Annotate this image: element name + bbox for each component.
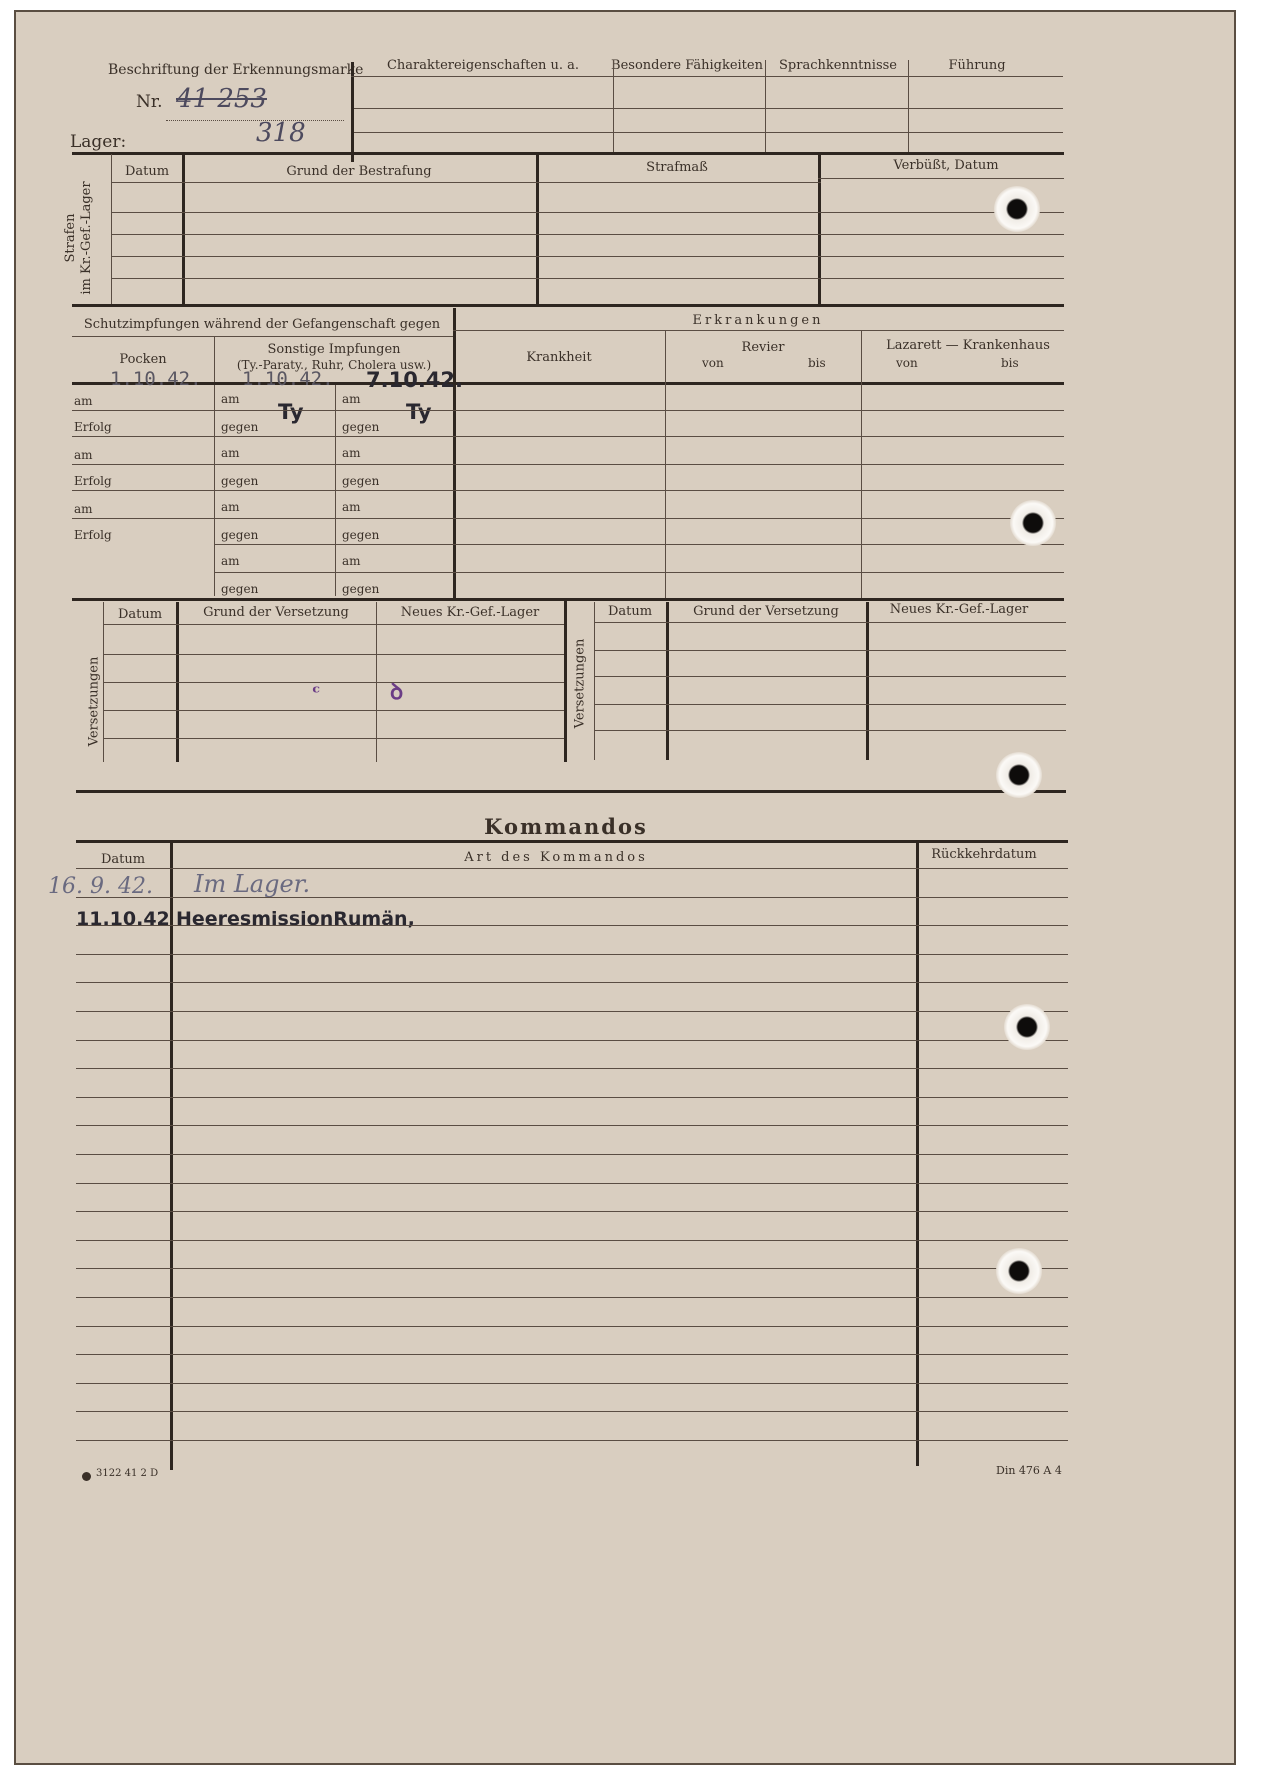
impf-row-line [72,464,454,465]
impf-right-line [453,308,456,598]
erkr-row-line [453,518,1064,519]
komm-row-line [76,1354,1068,1355]
nr-label: Nr. [136,92,163,112]
impf-col-line [214,336,215,596]
header-divider [351,62,354,162]
impf-row-line [72,410,454,411]
komm-row-line [76,1040,1068,1041]
strafen-col-line [111,154,112,304]
col-charakter: Charaktereigenschaften u. a. [386,58,580,73]
vers-header-line [103,624,564,625]
komm-row-line [76,982,1068,983]
erkr-lazarett-bis: bis [1001,356,1019,370]
impf-pocken: Pocken [119,352,167,367]
komm-row-line [76,1011,1068,1012]
komm-row-line [76,1125,1068,1126]
vers-bottom-line [76,790,1066,793]
strafen-side-label: Strafen im Kr.-Gef.-Lager [63,181,94,295]
punch-hole [1004,1004,1050,1050]
label-am: am [221,500,240,514]
label-am: am [342,392,361,406]
vers-col-datum-2: Datum [607,604,653,619]
komm-entry-1-datum: 16. 9. 42. [48,874,153,899]
punch-hole [1010,500,1056,546]
impf-row-line [214,572,454,573]
label-am: am [74,502,93,516]
din-label: Din 476 A 4 [996,1464,1062,1477]
erkr-revier-von: von [702,356,724,370]
komm-row-line [76,1240,1068,1241]
header-row-line [354,132,1063,133]
erkr-lazarett-von: von [896,356,918,370]
komm-row-line [76,1411,1068,1412]
vers-col-lager-1: Neues Kr.-Gef.-Lager [400,605,540,620]
typed-sonstige-1: 1.10.42. [242,368,334,390]
komm-row-line [76,897,1068,898]
label-am: am [221,554,240,568]
impf-row-line [72,490,454,491]
label-erfolg: Erfolg [74,420,112,434]
header-col-line [765,60,766,152]
impf-header-line [72,382,1064,385]
impf-title-line [72,336,454,337]
print-code: 3122 41 2 D [96,1468,159,1479]
stamp-ty-2: Ty [406,400,432,424]
label-gegen: gegen [221,474,259,488]
vers-col-grund-2: Grund der Versetzung [693,604,839,619]
vers-col-line [594,602,595,760]
impf-sonstige: Sonstige Impfungen [267,342,401,357]
strafen-col-line [818,154,821,304]
header-row-line [354,108,1063,109]
komm-row-line [76,925,1068,926]
vers-side-label-2: Versetzungen [572,638,588,729]
komm-entry-2-art: HeeresmissionRumän, [176,908,415,930]
print-mark-icon [82,1472,91,1481]
komm-row-line [76,1183,1068,1184]
col-fuehrung: Führung [948,58,1006,73]
impf-row-line [214,544,454,545]
vers-header-line [594,622,1066,623]
ink-mark: ꝺ [390,679,404,705]
label-am: am [74,448,93,462]
komm-row-line [76,954,1068,955]
label-am: am [342,500,361,514]
komm-row-line [76,868,1068,869]
komm-row-line [76,1097,1068,1098]
header-col-line [908,60,909,152]
label-gegen: gegen [342,528,380,542]
vers-row-line [103,710,564,711]
header-bottom-line [72,152,1064,155]
label-am: am [221,392,240,406]
strafen-col-datum: Datum [124,164,170,179]
strafen-col-grund: Grund der Bestrafung [286,164,432,179]
header-col-line [613,60,614,152]
impf-sonstige-sub: (Ty.-Paraty., Ruhr, Cholera usw.) [236,358,432,372]
komm-col-line [170,840,173,1470]
vers-row-line [594,676,1066,677]
komm-row-line [76,1268,1068,1269]
vers-col-lager-2: Neues Kr.-Gef.-Lager [889,602,1029,617]
strafen-col-verbuesst: Verbüßt, Datum [893,158,999,173]
label-erfolg: Erfolg [74,528,112,542]
vers-col-datum-1: Datum [117,607,163,622]
ink-mark: ᶜ [312,680,321,704]
punch-hole [996,1248,1042,1294]
label-gegen: gegen [221,420,259,434]
lager-value: 318 [256,118,306,148]
strafen-col-line [536,154,539,304]
strafen-row-line [111,212,1064,213]
nr-line [166,120,344,121]
kommandos-top-line [76,840,1068,843]
strafen-header-line [111,182,821,183]
komm-row-line [76,1068,1068,1069]
punch-hole [996,752,1042,798]
header-top-line [351,76,1063,77]
strafen-header-line [818,178,1064,179]
strafen-row-line [111,234,1064,235]
komm-row-line [76,1154,1068,1155]
komm-col-datum: Datum [100,852,146,867]
label-gegen: gegen [221,582,259,596]
komm-col-rueckkehr: Rückkehrdatum [931,847,1037,862]
strafen-row-line [111,278,1064,279]
vers-row-line [103,738,564,739]
erkr-row-line [453,572,1064,573]
erkr-row-line [453,544,1064,545]
komm-col-line [916,840,919,1466]
erkr-row-line [453,464,1064,465]
vers-row-line [594,704,1066,705]
label-erfolg: Erfolg [74,474,112,488]
komm-row-line [76,1326,1068,1327]
erkr-title-line [453,330,1064,331]
komm-row-line [76,1383,1068,1384]
vers-row-line [594,730,1066,731]
erkr-row-line [453,490,1064,491]
vers-row-line [103,682,564,683]
vers-col-line [866,602,869,760]
komm-entry-1-art: Im Lager. [194,870,311,898]
erkr-bottom-line [72,598,1064,601]
strafen-col-line [182,154,185,304]
impf-row-line [72,518,454,519]
lager-label: Lager: [70,132,127,152]
komm-entry-2-datum: 11.10.42 [76,908,170,930]
vers-row-line [103,654,564,655]
label-gegen: gegen [342,474,380,488]
col-faehigkeiten: Besondere Fähigkeiten [611,58,763,73]
typed-pocken: 1.10.42. [110,368,202,390]
komm-row-line [76,1211,1068,1212]
erkr-row-line [453,436,1064,437]
kommandos-title: Kommandos [484,814,648,839]
form-sheet [14,10,1236,1765]
erkr-lazarett: Lazarett — Krankenhaus [886,338,1050,353]
stamp-ty-1: Ty [278,400,304,424]
label-am: am [221,446,240,460]
vers-col-grund-1: Grund der Versetzung [203,605,349,620]
label-am: am [342,446,361,460]
komm-row-line [76,1297,1068,1298]
strafen-col-strafmass: Strafmaß [646,160,708,175]
impf-row-line [72,436,454,437]
komm-col-art: Art des Kommandos [464,850,648,865]
vers-side-label-1: Versetzungen [86,656,102,747]
label-gegen: gegen [342,582,380,596]
erkr-revier: Revier [741,340,785,355]
strafen-bottom-line [72,304,1064,307]
erkr-title: Erkrankungen [692,313,824,328]
erkr-revier-bis: bis [808,356,826,370]
label-gegen: gegen [342,420,380,434]
label-am: am [342,554,361,568]
marke-label: Beschriftung der Erkennungsmarke [108,62,364,78]
vers-col-line [564,598,567,762]
typed-sonstige-2: 7.10.42. [366,368,463,392]
col-sprach: Sprachkenntnisse [779,58,897,73]
komm-row-line [76,1440,1068,1441]
vers-col-line [666,602,669,760]
punch-hole [994,186,1040,232]
impf-title: Schutzimpfungen während der Gefangenschaft gegen [83,317,441,332]
strafen-row-line [111,256,1064,257]
label-am: am [74,394,93,408]
label-gegen: gegen [221,528,259,542]
erkr-krankheit: Krankheit [526,350,592,365]
erkr-row-line [453,410,1064,411]
vers-row-line [594,650,1066,651]
nr-value: 41 253 [176,84,267,114]
